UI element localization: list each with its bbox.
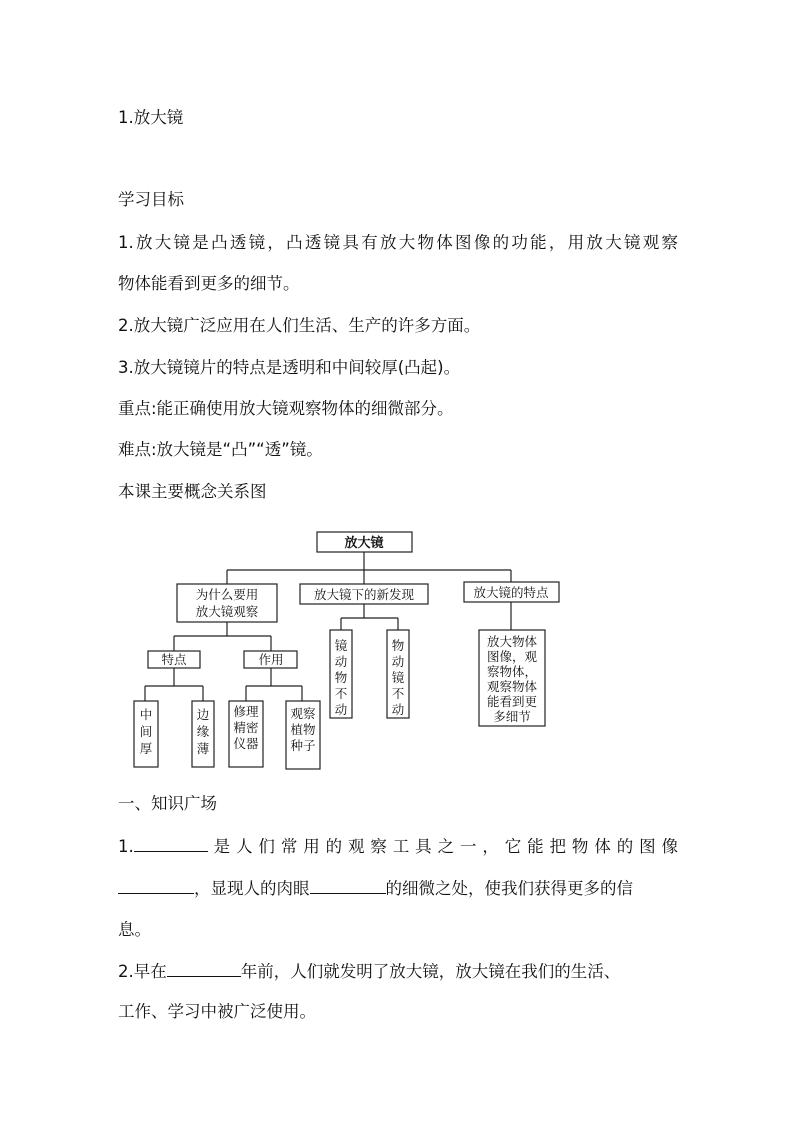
label-repair-0: 修理 <box>233 704 259 719</box>
goal-2: 2.放大镜广泛应用在人们生活、生产的许多方面。 <box>118 316 481 335</box>
goal-3: 3.放大镜镜片的特点是透明和中间较厚(凸起)。 <box>118 358 461 377</box>
q1-line2-end: 的细微之处，使我们获得更多的信 <box>385 879 633 898</box>
q2-blank-1[interactable] <box>167 961 241 977</box>
concept-map-heading: 本课主要概念关系图 <box>118 482 267 501</box>
label-use: 作用 <box>258 652 284 667</box>
label-features: 放大镜的特点 <box>473 585 549 600</box>
label-observe-2: 种子 <box>290 738 316 753</box>
label-lens-4: 动 <box>334 702 348 717</box>
goal-1-line-2: 物体能看到更多的细节。 <box>118 274 300 293</box>
label-desc-5: 多细节 <box>493 709 531 724</box>
label-desc-1: 图像，观 <box>486 649 538 664</box>
question-2-line-2: 工作、学习中被广泛使用。 <box>118 1002 316 1021</box>
label-trait: 特点 <box>161 652 187 667</box>
label-why-2: 放大镜观察 <box>195 604 259 619</box>
label-lens-3: 不 <box>334 686 348 701</box>
label-thin-1: 缘 <box>196 724 210 739</box>
question-1-line-3: 息。 <box>118 920 151 939</box>
label-object-3: 不 <box>391 686 405 701</box>
key-point: 重点:能正确使用放大镜观察物体的细微部分。 <box>118 399 454 418</box>
q1-prefix: 1. <box>118 837 134 856</box>
label-observe-0: 观察 <box>290 706 316 721</box>
label-observe-1: 植物 <box>290 722 316 737</box>
label-thin-2: 薄 <box>196 741 210 756</box>
label-root: 放大镜 <box>344 536 384 551</box>
q1-blank-3[interactable] <box>310 878 386 894</box>
label-object-1: 动 <box>391 654 405 669</box>
label-thin-0: 边 <box>196 707 210 722</box>
q1-line2-mid: ，显现人的肉眼 <box>194 879 310 898</box>
label-lens-2: 物 <box>334 670 348 685</box>
label-desc-0: 放大物体 <box>486 634 538 649</box>
goal-1-line-1: 1.放大镜是凸透镜，凸透镜具有放大物体图像的功能，用放大镜观察 <box>118 233 678 252</box>
label-lens-1: 动 <box>334 654 348 669</box>
label-new-findings: 放大镜下的新发现 <box>313 587 415 602</box>
label-object-4: 动 <box>391 702 405 717</box>
label-thick-1: 间 <box>139 724 153 739</box>
label-object-2: 镜 <box>391 670 405 685</box>
label-thick-2: 厚 <box>139 741 153 756</box>
question-2-line-1 <box>118 961 678 982</box>
label-desc-3: 观察物体 <box>486 679 538 694</box>
label-repair-1: 精密 <box>233 720 259 735</box>
section-1-heading: 一、知识广场 <box>118 794 217 813</box>
label-object-0: 物 <box>391 638 405 653</box>
q2-end: 年前，人们就发明了放大镜，放大镜在我们的生活、 <box>240 962 621 981</box>
q1-blank-1[interactable] <box>134 836 208 852</box>
question-1-line-1 <box>118 836 678 857</box>
label-desc-2: 察物体， <box>486 664 538 679</box>
question-1-line-2 <box>118 878 678 899</box>
label-repair-2: 仪器 <box>233 736 259 751</box>
q2-prefix: 2.早在 <box>118 962 167 981</box>
label-lens-0: 镜 <box>334 638 348 653</box>
page-title: 1.放大镜 <box>118 108 184 127</box>
label-thick-0: 中 <box>139 707 153 722</box>
q1-mid: 是人们常用的观察工具之一，它能把物体的图像 <box>207 837 678 856</box>
label-desc-4: 能看到更 <box>486 694 538 709</box>
label-why-1: 为什么要用 <box>195 587 259 602</box>
difficulty: 难点:放大镜是“凸”“透”镜。 <box>118 440 323 459</box>
goals-heading: 学习目标 <box>118 190 184 209</box>
q1-blank-2[interactable] <box>118 878 194 894</box>
